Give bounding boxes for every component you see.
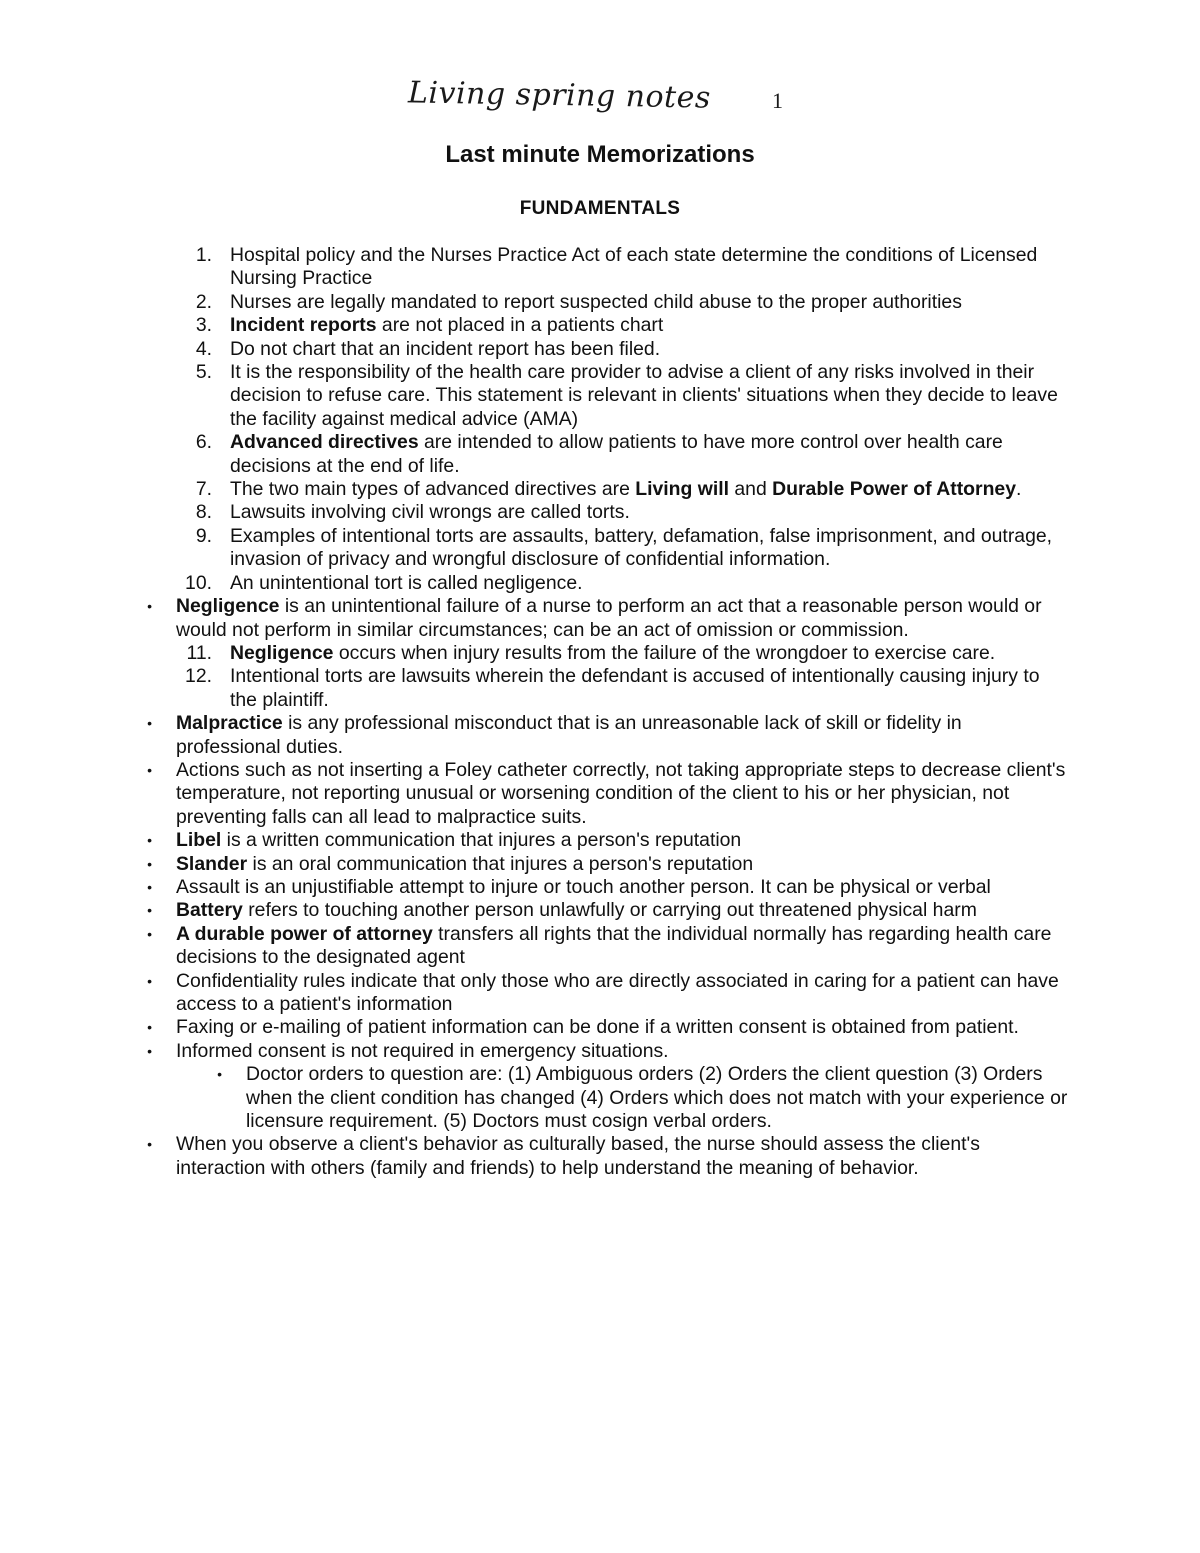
numbered-item [130, 431, 1070, 478]
text-run: Faxing or e-mailing of patient information can be done if a written consent is obtained from patient. [176, 1016, 1019, 1039]
bullet-icon: • [147, 878, 152, 895]
bullet-item [130, 853, 1070, 876]
text-run: Confidentiality rules indicate that only those who are directly associated in caring for a patient can have access to a patient's information [176, 969, 1059, 1015]
text-run: is an oral communication that injures a person's reputation [247, 852, 754, 875]
item-text [176, 853, 1070, 876]
page-number: 1 [772, 88, 783, 113]
item-number: 12. [185, 665, 212, 688]
item-text [176, 712, 1070, 759]
item-text [230, 642, 1070, 665]
text-run: Nurses are legally mandated to report suspected child abuse to the proper authorities [230, 290, 962, 313]
bullet-item [130, 876, 1070, 899]
text-run: Examples of intentional torts are assaults, battery, defamation, false imprisonment, and outrage, invasion of privacy and wrongful disclosure of confidential information. [230, 524, 1053, 571]
text-run: and [729, 478, 773, 501]
item-number: 4. [195, 337, 212, 360]
numbered-item [130, 525, 1070, 572]
item-text [176, 923, 1070, 970]
bullet-item [130, 970, 1070, 1017]
text-run: The two main types of advanced directives are [230, 478, 636, 501]
bold-term: Battery [176, 899, 243, 922]
item-text [176, 1040, 1070, 1063]
item-number: 10. [185, 571, 212, 594]
item-number: 2. [195, 290, 212, 313]
text-run: occurs when injury results from the failure of the wrongdoer to exercise care. [333, 641, 996, 664]
bullet-icon: • [147, 598, 152, 615]
bullet-icon: • [147, 972, 152, 989]
item-number: 9. [195, 524, 212, 547]
item-text [230, 244, 1070, 291]
text-run: are intended to allow patients to have more control over health care decisions at the end of life. [230, 431, 1003, 477]
item-number: 8. [195, 501, 212, 524]
text-run: Do not chart that an incident report has been filed. [230, 337, 661, 360]
section-heading: FUNDAMENTALS [519, 198, 681, 219]
item-text [230, 525, 1070, 572]
numbered-item [130, 314, 1070, 337]
item-text [230, 291, 1070, 314]
bullet-icon: • [147, 715, 152, 732]
text-run: Assault is an unjustifiable attempt to injure or touch another person. It can be physical or verbal [176, 875, 991, 898]
notes-list [130, 244, 1070, 1180]
bullet-icon: • [147, 1042, 152, 1059]
item-text [246, 1063, 1070, 1133]
numbered-item [130, 665, 1070, 712]
item-text [230, 338, 1070, 361]
bold-term: Libel [176, 829, 222, 852]
item-text [176, 1133, 1070, 1180]
item-text [176, 1016, 1070, 1039]
bullet-icon: • [217, 1066, 222, 1083]
text-run: are not placed in a patients chart [376, 314, 664, 337]
bullet-icon: • [147, 1019, 152, 1036]
numbered-item [130, 244, 1070, 291]
text-run: Hospital policy and the Nurses Practice Act of each state determine the conditions of Licensed Nursing Practice [230, 244, 1038, 290]
item-text [230, 361, 1070, 431]
text-run: Doctor orders to question are: (1) Ambiguous orders (2) Orders the client question (3) Orders when the client condition has changed (4) Orders which does not match with your experience or licensure requirement. (5) Doctors must cosign verbal orders. [246, 1063, 1068, 1133]
bold-term: Incident reports [230, 314, 377, 337]
item-text [176, 899, 1070, 922]
bullet-item [130, 759, 1070, 829]
bold-term: Advanced directives [230, 431, 419, 454]
text-run: is an unintentional failure of a nurse to perform an act that a reasonable person would or would not perform in similar circumstances; can be an act of omission or commission. [176, 595, 1042, 641]
bullet-icon: • [147, 902, 152, 919]
bold-term: Living will [635, 478, 729, 501]
text-run: It is the responsibility of the health care provider to advise a client of any risks involved in their decision to refuse care. This statement is relevant in clients' situations when they decide to leave the facility against medical advice (AMA) [230, 361, 1058, 430]
text-run: is a written communication that injures a person's reputation [221, 829, 742, 852]
item-text [230, 665, 1070, 712]
item-number: 5. [195, 361, 212, 384]
text-run: When you observe a client's behavior as culturally based, the nurse should assess the client's interaction with others (family and friends) to help understand the meaning of behavior. [176, 1133, 980, 1179]
text-run: is any professional misconduct that is an unreasonable lack of skill or fidelity in professional duties. [176, 712, 962, 758]
item-number: 3. [195, 314, 212, 337]
numbered-item [130, 572, 1070, 595]
bullet-icon: • [147, 855, 152, 872]
item-number: 7. [195, 478, 212, 501]
handwritten-header-note: Living spring notes [407, 75, 712, 116]
item-text [230, 478, 1070, 501]
item-text [230, 431, 1070, 478]
bullet-item [130, 899, 1070, 922]
text-run: . [1016, 478, 1022, 501]
item-number: 6. [195, 431, 212, 454]
item-text [176, 970, 1070, 1017]
text-run: Actions such as not inserting a Foley catheter correctly, not taking appropriate steps to decrease client's temperature, not reporting unusual or worsening condition of the client to his or her physician, not preventing falls can all lead to malpractice suits. [176, 758, 1066, 828]
item-text [176, 759, 1070, 829]
bold-term: Negligence [230, 641, 334, 664]
numbered-item [130, 501, 1070, 524]
item-text [230, 501, 1070, 524]
item-text [176, 876, 1070, 899]
numbered-item [130, 478, 1070, 501]
numbered-item [130, 338, 1070, 361]
numbered-item [130, 291, 1070, 314]
bullet-item [130, 1040, 1070, 1063]
bullet-item [130, 712, 1070, 759]
numbered-item [130, 642, 1070, 665]
item-number: 11. [186, 641, 212, 664]
bullet-item [130, 1133, 1070, 1180]
bullet-icon: • [147, 925, 152, 942]
bullet-item [130, 829, 1070, 852]
text-run: Lawsuits involving civil wrongs are called torts. [230, 501, 630, 524]
bold-term: A durable power of attorney [176, 922, 433, 945]
numbered-item [130, 361, 1070, 431]
text-run: transfers all rights that the individual normally has regarding health care decisions to the designated agent [176, 922, 1052, 969]
bullet-item [130, 923, 1070, 970]
bullet-icon: • [147, 1136, 152, 1153]
item-text [176, 829, 1070, 852]
item-text [230, 572, 1070, 595]
bold-term: Durable Power of Attorney [772, 478, 1016, 501]
bullet-item [130, 595, 1070, 642]
text-run: refers to touching another person unlawfully or carrying out threatened physical harm [242, 899, 977, 922]
bullet-icon: • [147, 761, 152, 778]
text-run: Informed consent is not required in emergency situations. [176, 1039, 669, 1062]
bullet-item [130, 1016, 1070, 1039]
bold-term: Slander [176, 852, 248, 875]
text-run: An unintentional tort is called negligence. [230, 571, 583, 594]
item-text [230, 314, 1070, 337]
item-text [176, 595, 1070, 642]
bold-term: Malpractice [176, 712, 283, 735]
sub-bullet-item [130, 1063, 1070, 1133]
item-number: 1. [195, 244, 212, 266]
bold-term: Negligence [176, 595, 280, 618]
bullet-icon: • [147, 832, 152, 849]
document-title: Last minute Memorizations [445, 141, 755, 168]
text-run: Intentional torts are lawsuits wherein the defendant is accused of intentionally causing injury to the plaintiff. [230, 665, 1040, 711]
